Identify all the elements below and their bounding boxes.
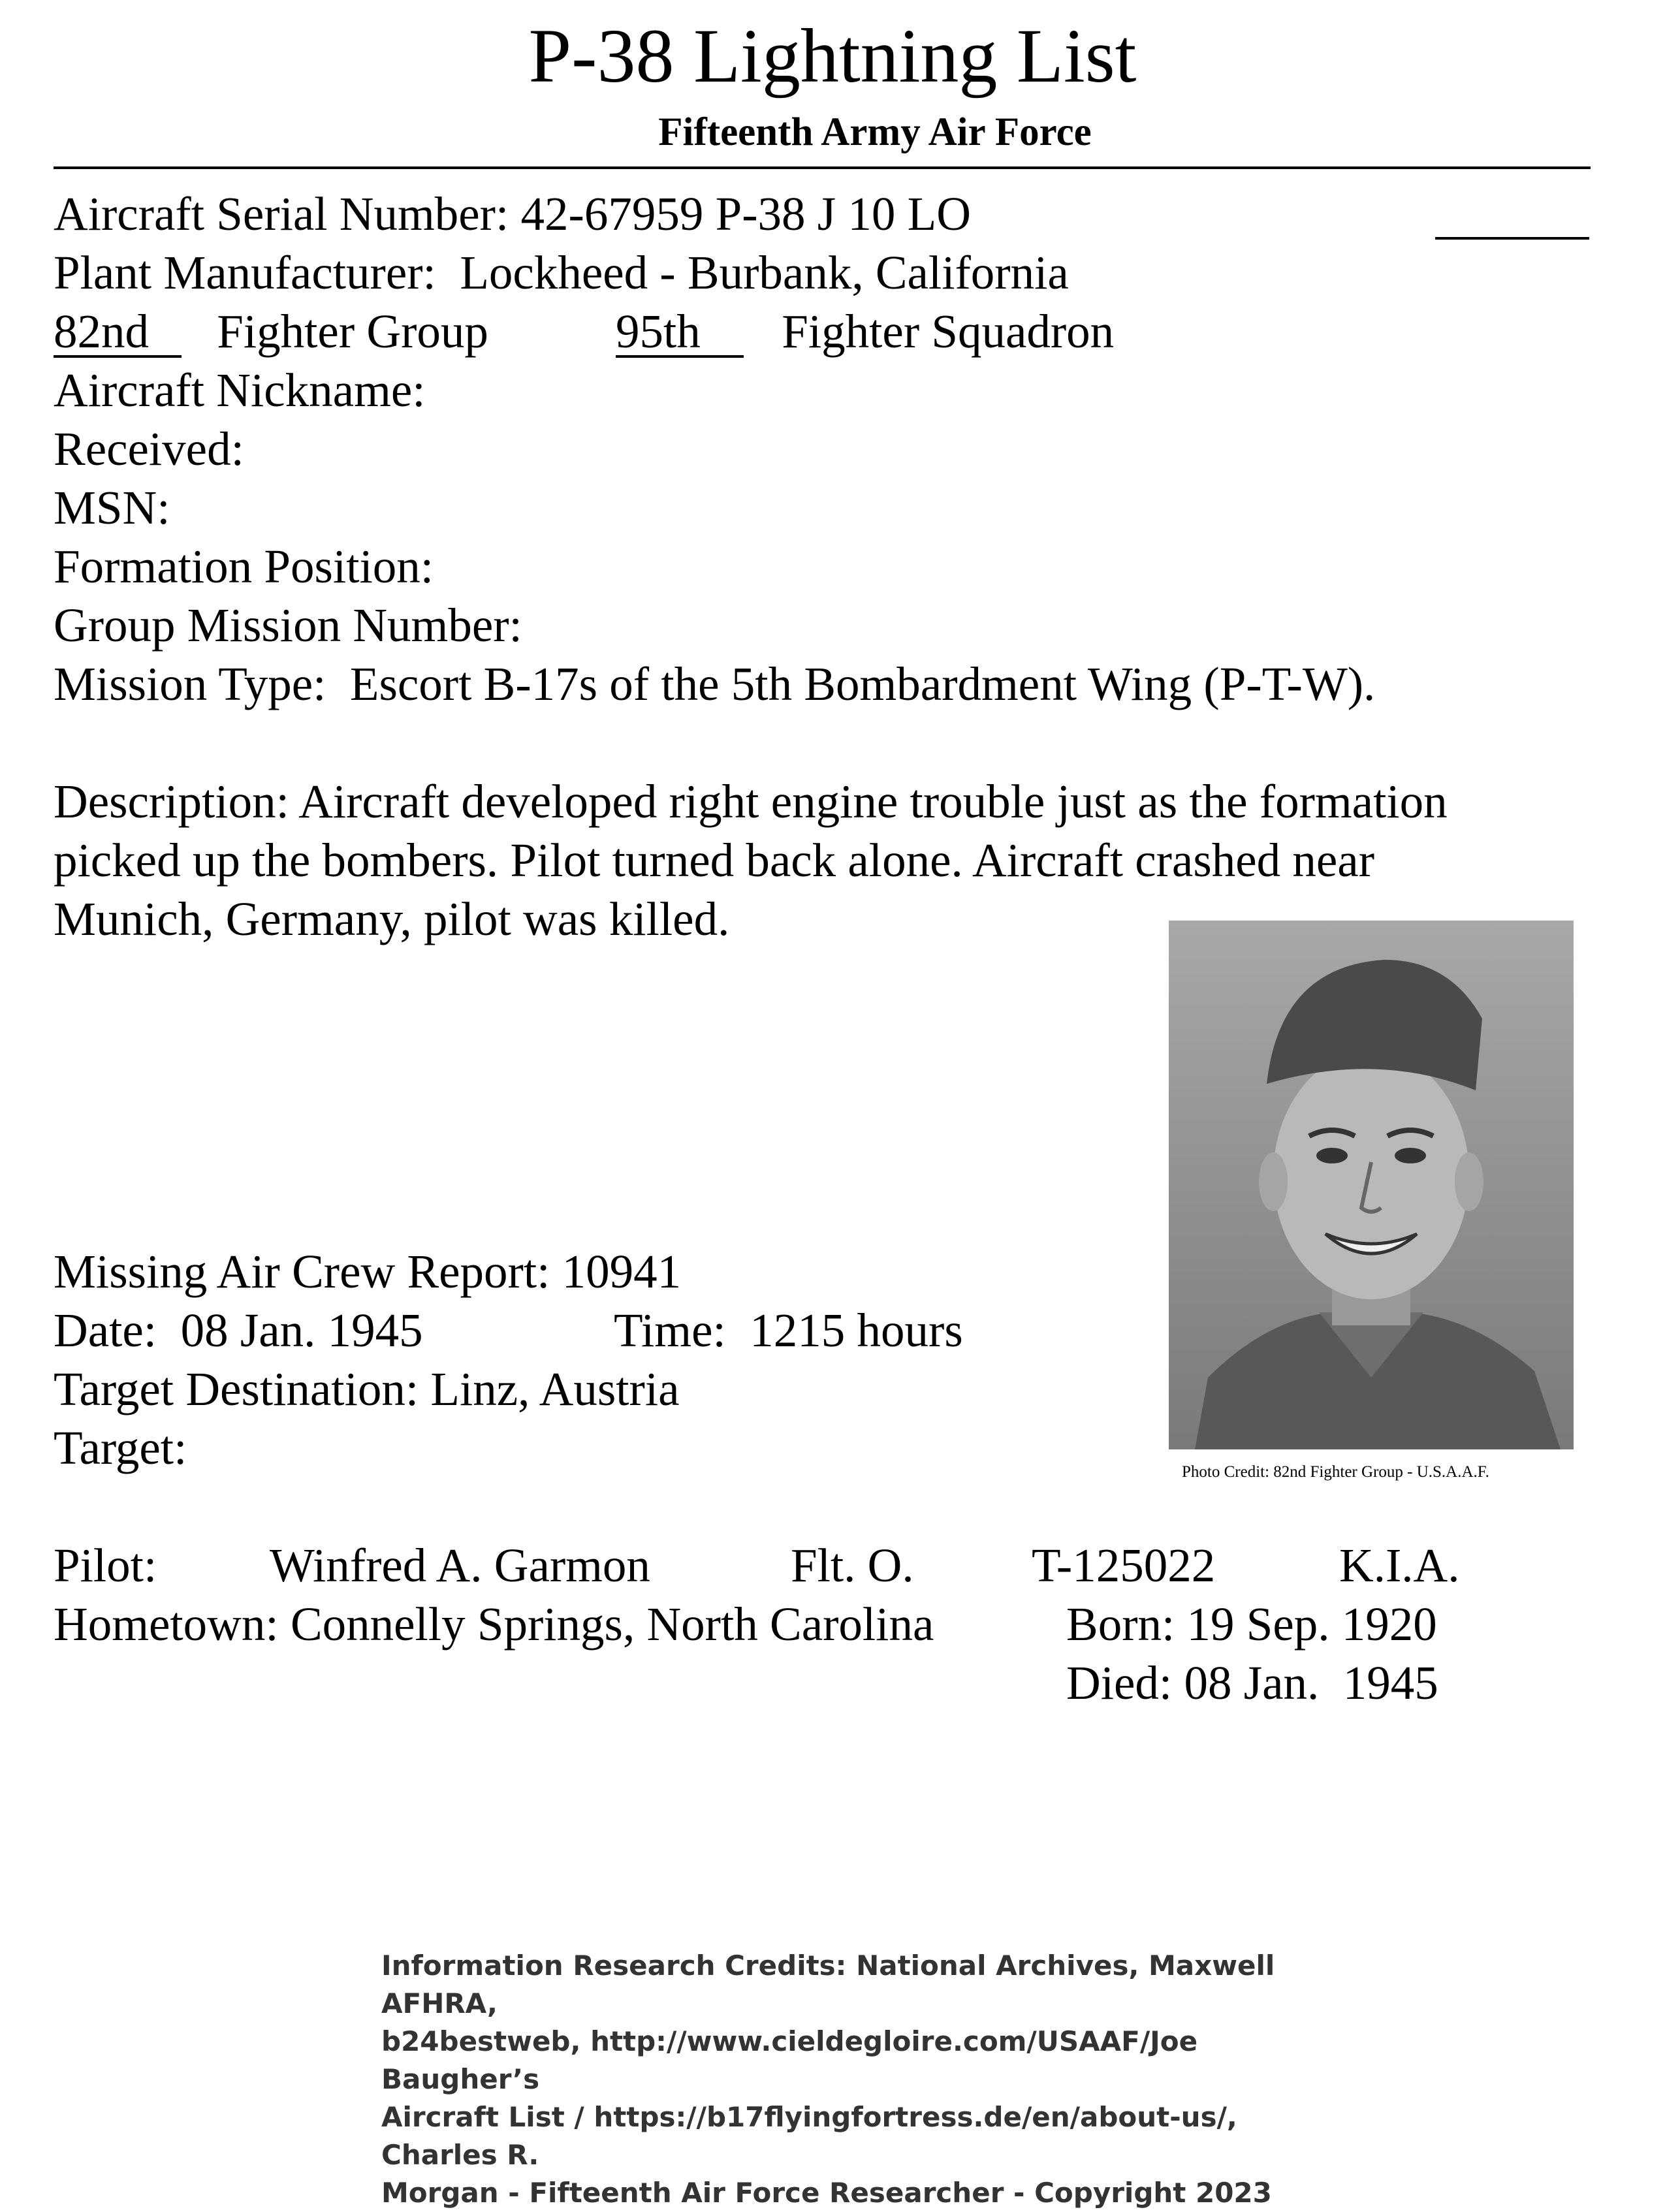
aircraft-nickname-label: Aircraft Nickname: xyxy=(54,364,426,417)
macr-row xyxy=(54,1242,681,1301)
hometown-value: Connelly Springs, North Carolina xyxy=(290,1598,934,1651)
time-value: 1215 hours xyxy=(750,1304,963,1357)
pilot-serial: T-125022 xyxy=(1032,1539,1216,1592)
born-row xyxy=(1066,1595,1437,1654)
hometown-label: Hometown: xyxy=(54,1598,279,1651)
target-destination-value: Linz, Austria xyxy=(430,1363,680,1415)
credits-line-2: b24bestweb, http://www.cieldegloire.com/USAAF/Joe Baugher’s xyxy=(381,2025,1198,2095)
credits-line-3: Aircraft List / https://b17flyingfortress.de/en/about-us/, Charles R. xyxy=(381,2101,1237,2171)
page-subtitle: Fifteenth Army Air Force xyxy=(658,110,1092,154)
target-destination-row xyxy=(54,1360,680,1419)
date-label: Date: xyxy=(54,1304,157,1357)
description-line-1: Description: Aircraft developed right engine trouble just as the formation xyxy=(54,775,1448,828)
credits-line-4: Morgan - Fifteenth Air Force Researcher - Copyright 2023 xyxy=(381,2177,1272,2209)
pilot-status: K.I.A. xyxy=(1339,1539,1460,1592)
macr-label: Missing Air Crew Report: xyxy=(54,1245,550,1298)
photo-credit-caption: Photo Credit: 82nd Fighter Group - U.S.A.A.F. xyxy=(1182,1463,1489,1481)
time-label: Time: xyxy=(614,1304,726,1357)
pilot-rank: Flt. O. xyxy=(791,1539,914,1592)
credits-line-1: Information Research Credits: National Archives, Maxwell AFHRA, xyxy=(381,1950,1275,2019)
mission-type-value: Escort B-17s of the 5th Bombardment Wing (P-T-W). xyxy=(349,657,1376,710)
serial-number-value: 42-67959 P-38 J 10 LO xyxy=(520,187,971,240)
header-divider xyxy=(54,166,1591,169)
fighter-squadron-value: 95th xyxy=(616,308,744,358)
serial-number-label: Aircraft Serial Number: xyxy=(54,187,509,240)
description-line-2: picked up the bombers. Pilot turned back alone. Aircraft crashed near xyxy=(54,834,1375,887)
fighter-group-value: 82nd xyxy=(54,308,182,358)
received-label: Received: xyxy=(54,422,244,475)
description-line-3: Munich, Germany, pilot was killed. xyxy=(54,893,730,945)
plant-manufacturer-value: Lockheed - Burbank, California xyxy=(460,246,1069,299)
target-destination-label: Target Destination: xyxy=(54,1363,419,1415)
pilot-label: Pilot: xyxy=(54,1539,157,1592)
died-value: 08 Jan. 1945 xyxy=(1184,1656,1438,1709)
date-value: 08 Jan. 1945 xyxy=(180,1304,423,1357)
msn-label: MSN: xyxy=(54,481,170,534)
pilot-photo xyxy=(1169,921,1574,1449)
serial-number-row xyxy=(54,185,971,244)
date-row xyxy=(54,1301,423,1360)
group-mission-number-label: Group Mission Number: xyxy=(54,599,522,652)
blank-field-line xyxy=(1435,237,1589,240)
fighter-squadron-row xyxy=(616,302,1114,361)
formation-position-label: Formation Position: xyxy=(54,540,434,593)
research-credits xyxy=(381,1947,1341,2212)
died-row xyxy=(1066,1654,1438,1713)
died-label: Died: xyxy=(1066,1656,1173,1709)
plant-manufacturer-label: Plant Manufacturer: xyxy=(54,246,436,299)
born-label: Born: xyxy=(1066,1598,1175,1651)
time-row xyxy=(614,1301,963,1360)
plant-manufacturer-row xyxy=(54,244,1069,302)
born-value: 19 Sep. 1920 xyxy=(1186,1598,1437,1651)
fighter-squadron-label: Fighter Squadron xyxy=(782,305,1115,358)
macr-value: 10941 xyxy=(562,1245,682,1298)
pilot-name: Winfred A. Garmon xyxy=(270,1539,650,1592)
target-label: Target: xyxy=(54,1421,187,1474)
mission-type-row xyxy=(54,655,1375,714)
fighter-group-label: Fighter Group xyxy=(217,305,488,358)
hometown-row xyxy=(54,1595,934,1654)
fighter-group-row xyxy=(54,302,488,361)
pilot-portrait-image xyxy=(1169,921,1574,1449)
page-title: P-38 Lightning List xyxy=(528,13,1137,99)
mission-type-label: Mission Type: xyxy=(54,657,326,710)
